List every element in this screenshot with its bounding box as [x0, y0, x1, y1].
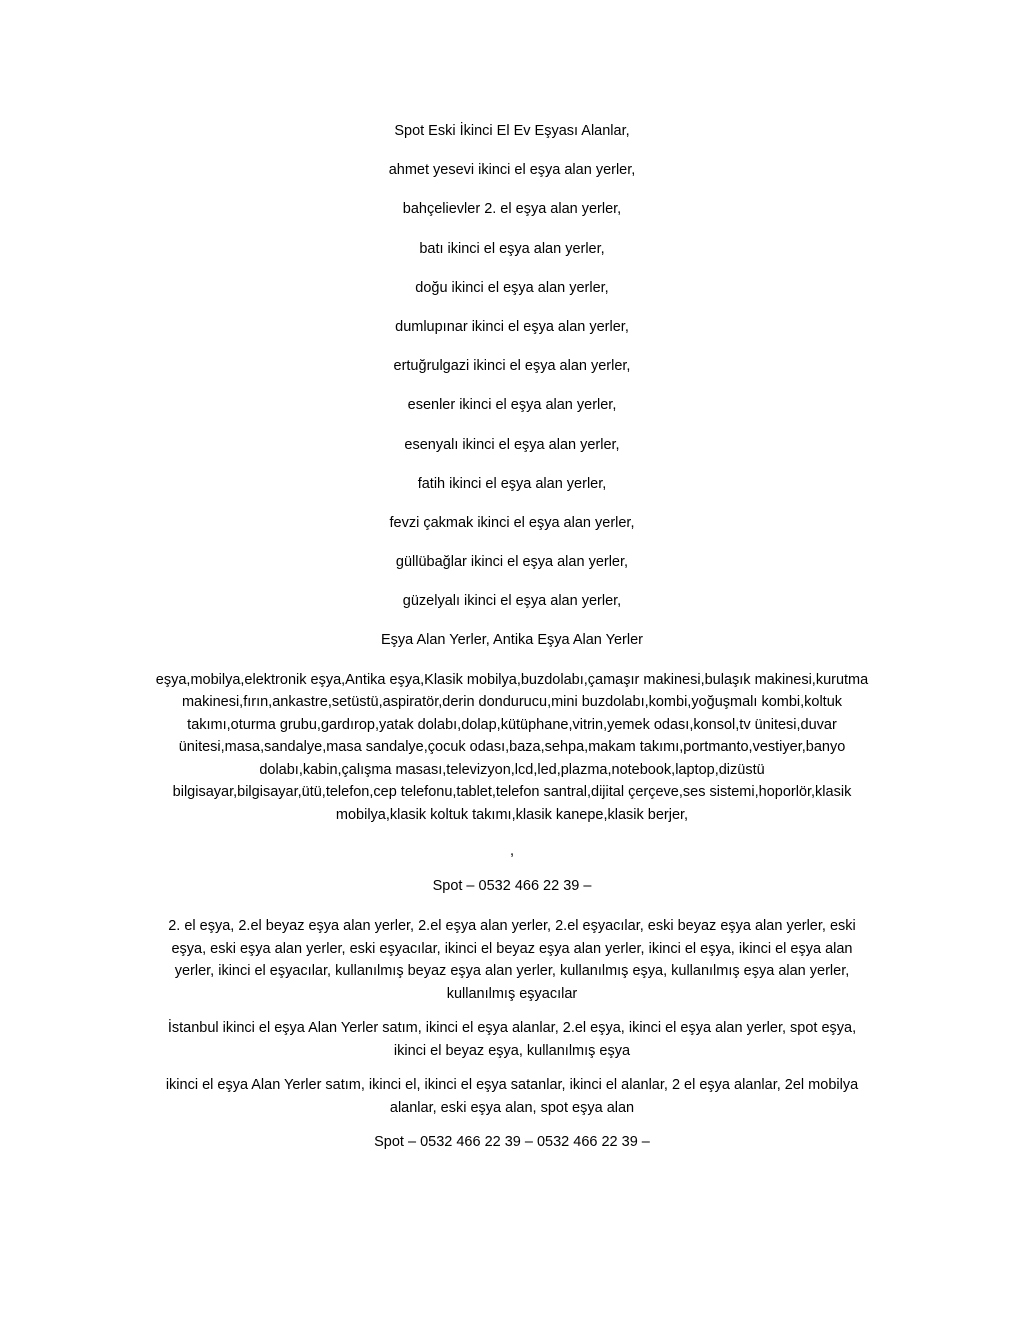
- text-line: fevzi çakmak ikinci el eşya alan yerler,: [389, 514, 635, 531]
- text-line: batı ikinci el eşya alan yerler,: [419, 240, 605, 257]
- text-line: bahçelievler 2. el eşya alan yerler,: [402, 201, 622, 218]
- text-line: fatih ikinci el eşya alan yerler,: [417, 475, 607, 492]
- comma-line: ,: [509, 843, 515, 860]
- items-paragraph: eşya,mobilya,elektronik eşya,Antika eşya,Klasik mobilya,buzdolabı,çamaşır makinesi,bulaşık makinesi,kurutma makinesi,fırın,ankastre,setüstü,aspiratör,derin dondurucu,mini buzdolabı,kombi,yoğuşmalı kombi,koltuk takımı,oturma grubu,gardırop,yatak dolabı,dolap,kütüphane,vitrin,yemek odası,konsol,tv ünitesi,duvar ünitesi,masa,sandalye,masa sandalye,çocuk odası,baza,sehpa,makam takımı,portmanto,vestiyer,banyo dolabı,kabin,çalışma masası,televizyon,lcd,led,plazma,notebook,laptop,dizüstü bilgisayar,bilgisayar,ütü,telefon,cep telefonu,tablet,telefon santral,dijital çerçeve,ses sistemi,hoporlör,klasik mobilya,klasik koltuk takımı,klasik kanepe,klasik berjer,: [155, 671, 869, 823]
- text-line: Spot Eski İkinci El Ev Eşyası Alanlar,: [394, 123, 630, 139]
- final-phone-line: Spot – 0532 466 22 39 – 0532 466 22 39 –: [374, 1134, 650, 1151]
- text-line: ertuğrulgazi ikinci el eşya alan yerler,: [393, 358, 631, 375]
- satim-paragraph: ikinci el eşya Alan Yerler satım, ikinci el, ikinci el eşya satanlar, ikinci el alanlar, 2 el eşya alanlar, 2el mobilya alanlar, eski eşya alan, spot eşya alan: [165, 1077, 859, 1116]
- istanbul-paragraph: İstanbul ikinci el eşya Alan Yerler satım, ikinci el eşya alanlar, 2.el eşya, ikinci el eşya alan yerler, spot eşya, ikinci el beyaz eşya, kullanılmış eşya: [167, 1020, 857, 1059]
- text-line: esenler ikinci el eşya alan yerler,: [407, 397, 617, 414]
- text-line: Eşya Alan Yerler, Antika Eşya Alan Yerler: [381, 632, 643, 649]
- text-line: güllübağlar ikinci el eşya alan yerler,: [395, 554, 629, 571]
- text-line: doğu ikinci el eşya alan yerler,: [415, 279, 609, 296]
- text-line: dumlupınar ikinci el eşya alan yerler,: [395, 318, 629, 335]
- text-line: esenyalı ikinci el eşya alan yerler,: [404, 436, 620, 453]
- phone-line: Spot – 0532 466 22 39 –: [432, 878, 592, 895]
- heading-lines: [150, 120, 874, 651]
- document-page: [150, 120, 874, 1153]
- text-line: güzelyalı ikinci el eşya alan yerler,: [402, 593, 622, 610]
- keywords-paragraph: 2. el eşya, 2.el beyaz eşya alan yerler, 2.el eşya alan yerler, 2.el eşyacılar, eski beyaz eşya alan yerler, eski eşya, eski eşya alan yerler, eski eşyacılar, ikinci el beyaz eşya alan yerler, ikinci el eşya, ikinci el eşya alan yerler, ikinci el eşyacılar, kullanılmış beyaz eşya alan yerler, kullanılmış eşya, kullanılmış eşya alan yerler, kullanılmış eşyacılar: [168, 918, 856, 1002]
- text-line: ahmet yesevi ikinci el eşya alan yerler,: [388, 162, 636, 179]
